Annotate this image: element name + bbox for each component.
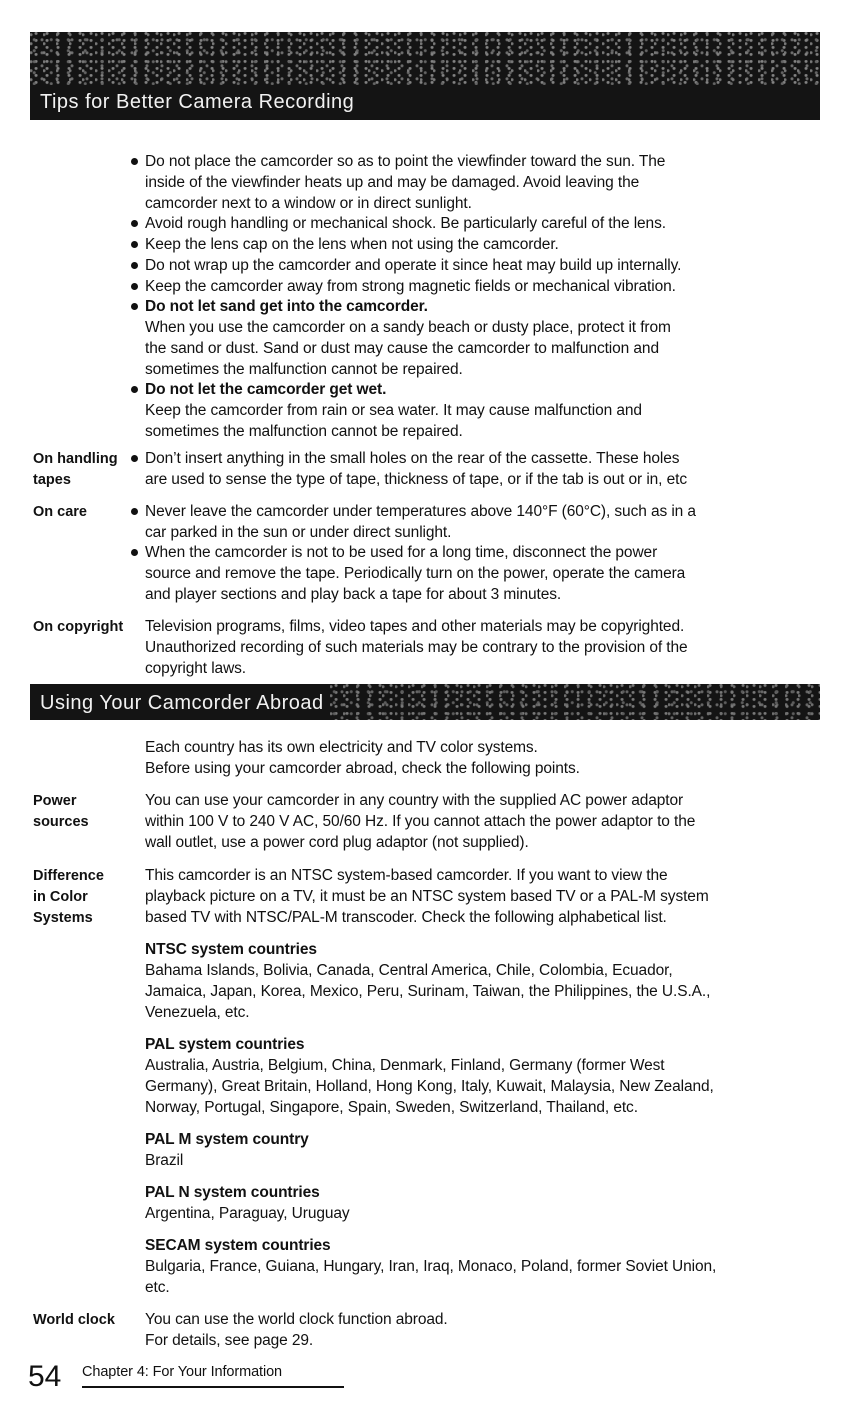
bullet-icon bbox=[131, 549, 138, 556]
label-on-care: On care bbox=[33, 504, 87, 520]
paln-heading: PAL N system countries bbox=[145, 1184, 320, 1201]
abroad-intro-line-2: Before using your camcorder abroad, check the following points. bbox=[145, 760, 580, 777]
palm-line-1: Brazil bbox=[145, 1152, 184, 1169]
bullet-icon bbox=[131, 283, 138, 290]
tip-7-line-2: sometimes the malfunction cannot be repaired. bbox=[145, 423, 463, 440]
color-line-2: playback picture on a TV, it must be an NTSC system based TV or a PAL-M system bbox=[145, 888, 709, 905]
tip-4: Do not wrap up the camcorder and operate it since heat may build up internally. bbox=[145, 257, 682, 274]
tip-7-heading: Do not let the camcorder get wet. bbox=[145, 381, 387, 398]
footer-underline bbox=[82, 1386, 344, 1388]
section-title-abroad: Using Your Camcorder Abroad bbox=[40, 692, 324, 714]
power-line-1: You can use your camcorder in any country with the supplied AC power adaptor bbox=[145, 792, 684, 809]
copyright-line-3: copyright laws. bbox=[145, 660, 247, 677]
worldclock-line-1: You can use the world clock function abroad. bbox=[145, 1311, 448, 1328]
bullet-icon bbox=[131, 262, 138, 269]
label-world-clock: World clock bbox=[33, 1312, 115, 1328]
abroad-intro-line-1: Each country has its own electricity and TV color systems. bbox=[145, 739, 538, 756]
ntsc-heading: NTSC system countries bbox=[145, 941, 317, 958]
ntsc-line-2: Jamaica, Japan, Korea, Mexico, Peru, Surinam, Taiwan, the Philippines, the U.S.A., bbox=[145, 983, 711, 1000]
label-tapes: tapes bbox=[33, 472, 71, 488]
secam-heading: SECAM system countries bbox=[145, 1237, 331, 1254]
chapter-footer: Chapter 4: For Your Information bbox=[82, 1364, 283, 1380]
care-2-line-3: and player sections and play back a tape for about 3 minutes. bbox=[145, 586, 562, 603]
bullet-icon bbox=[131, 158, 138, 165]
bullet-icon bbox=[131, 508, 138, 515]
power-line-3: wall outlet, use a power cord plug adaptor (not supplied). bbox=[145, 834, 529, 851]
section-title-tips: Tips for Better Camera Recording bbox=[40, 91, 355, 113]
bullet-icon bbox=[131, 386, 138, 393]
bullet-icon bbox=[131, 455, 138, 462]
pal-line-3: Norway, Portugal, Singapore, Spain, Sweden, Switzerland, Thailand, etc. bbox=[145, 1099, 638, 1116]
label-sources: sources bbox=[33, 814, 89, 830]
color-line-3: based TV with NTSC/PAL-M transcoder. Check the following alphabetical list. bbox=[145, 909, 667, 926]
page-number: 54 bbox=[28, 1360, 62, 1393]
label-power: Power bbox=[33, 793, 77, 809]
label-in-color: in Color bbox=[33, 889, 88, 905]
label-systems: Systems bbox=[33, 910, 93, 926]
section-banner-tips bbox=[30, 32, 820, 120]
banner-texture bbox=[330, 684, 820, 720]
care-2-line-2: source and remove the tape. Periodically turn on the power, operate the camera bbox=[145, 565, 686, 582]
bullet-icon bbox=[131, 241, 138, 248]
tip-1-line-2: inside of the viewfinder heats up and may be damaged. Avoid leaving the bbox=[145, 174, 640, 191]
pal-line-1: Australia, Austria, Belgium, China, Denmark, Finland, Germany (former West bbox=[145, 1057, 665, 1074]
banner-texture bbox=[30, 32, 820, 85]
handling-line-1: Don’t insert anything in the small holes on the rear of the cassette. These holes bbox=[145, 450, 680, 467]
power-line-2: within 100 V to 240 V AC, 50/60 Hz. If you cannot attach the power adaptor to the bbox=[145, 813, 696, 830]
tip-7-line-1: Keep the camcorder from rain or sea water. It may cause malfunction and bbox=[145, 402, 642, 419]
paln-line-1: Argentina, Paraguay, Uruguay bbox=[145, 1205, 350, 1222]
ntsc-line-1: Bahama Islands, Bolivia, Canada, Central America, Chile, Colombia, Ecuador, bbox=[145, 962, 673, 979]
copyright-line-1: Television programs, films, video tapes and other materials may be copyrighted. bbox=[145, 618, 685, 635]
label-on-handling: On handling bbox=[33, 451, 118, 467]
pal-heading: PAL system countries bbox=[145, 1036, 305, 1053]
label-difference: Difference bbox=[33, 868, 104, 884]
care-1-line-2: car parked in the sun or under direct sunlight. bbox=[145, 524, 452, 541]
care-2-line-1: When the camcorder is not to be used for a long time, disconnect the power bbox=[145, 544, 658, 561]
bullet-icon bbox=[131, 220, 138, 227]
copyright-line-2: Unauthorized recording of such materials may be contrary to the provision of the bbox=[145, 639, 688, 656]
tip-2: Avoid rough handling or mechanical shock. Be particularly careful of the lens. bbox=[145, 215, 666, 232]
color-line-1: This camcorder is an NTSC system-based camcorder. If you want to view the bbox=[145, 867, 668, 884]
bullet-icon bbox=[131, 303, 138, 310]
tip-6-line-3: sometimes the malfunction cannot be repaired. bbox=[145, 361, 463, 378]
label-on-copyright: On copyright bbox=[33, 619, 124, 635]
tip-1-line-1: Do not place the camcorder so as to point the viewfinder toward the sun. The bbox=[145, 153, 666, 170]
tip-3: Keep the lens cap on the lens when not using the camcorder. bbox=[145, 236, 559, 253]
ntsc-line-3: Venezuela, etc. bbox=[145, 1004, 250, 1021]
pal-line-2: Germany), Great Britain, Holland, Hong Kong, Italy, Kuwait, Malaysia, New Zealand, bbox=[145, 1078, 714, 1095]
tip-1-line-3: camcorder next to a window or in direct sunlight. bbox=[145, 195, 472, 212]
palm-heading: PAL M system country bbox=[145, 1131, 309, 1148]
tip-6-line-1: When you use the camcorder on a sandy beach or dusty place, protect it from bbox=[145, 319, 671, 336]
tip-5: Keep the camcorder away from strong magnetic fields or mechanical vibration. bbox=[145, 278, 676, 295]
handling-line-2: are used to sense the type of tape, thickness of tape, or if the tab is out or in, etc bbox=[145, 471, 687, 488]
tip-6-heading: Do not let sand get into the camcorder. bbox=[145, 298, 428, 315]
worldclock-line-2: For details, see page 29. bbox=[145, 1332, 314, 1349]
secam-line-1: Bulgaria, France, Guiana, Hungary, Iran, Iraq, Monaco, Poland, former Soviet Union, bbox=[145, 1258, 717, 1275]
tip-6-line-2: the sand or dust. Sand or dust may cause the camcorder to malfunction and bbox=[145, 340, 659, 357]
secam-line-2: etc. bbox=[145, 1279, 170, 1296]
care-1-line-1: Never leave the camcorder under temperatures above 140°F (60°C), such as in a bbox=[145, 503, 696, 520]
section-banner-abroad bbox=[30, 684, 820, 720]
